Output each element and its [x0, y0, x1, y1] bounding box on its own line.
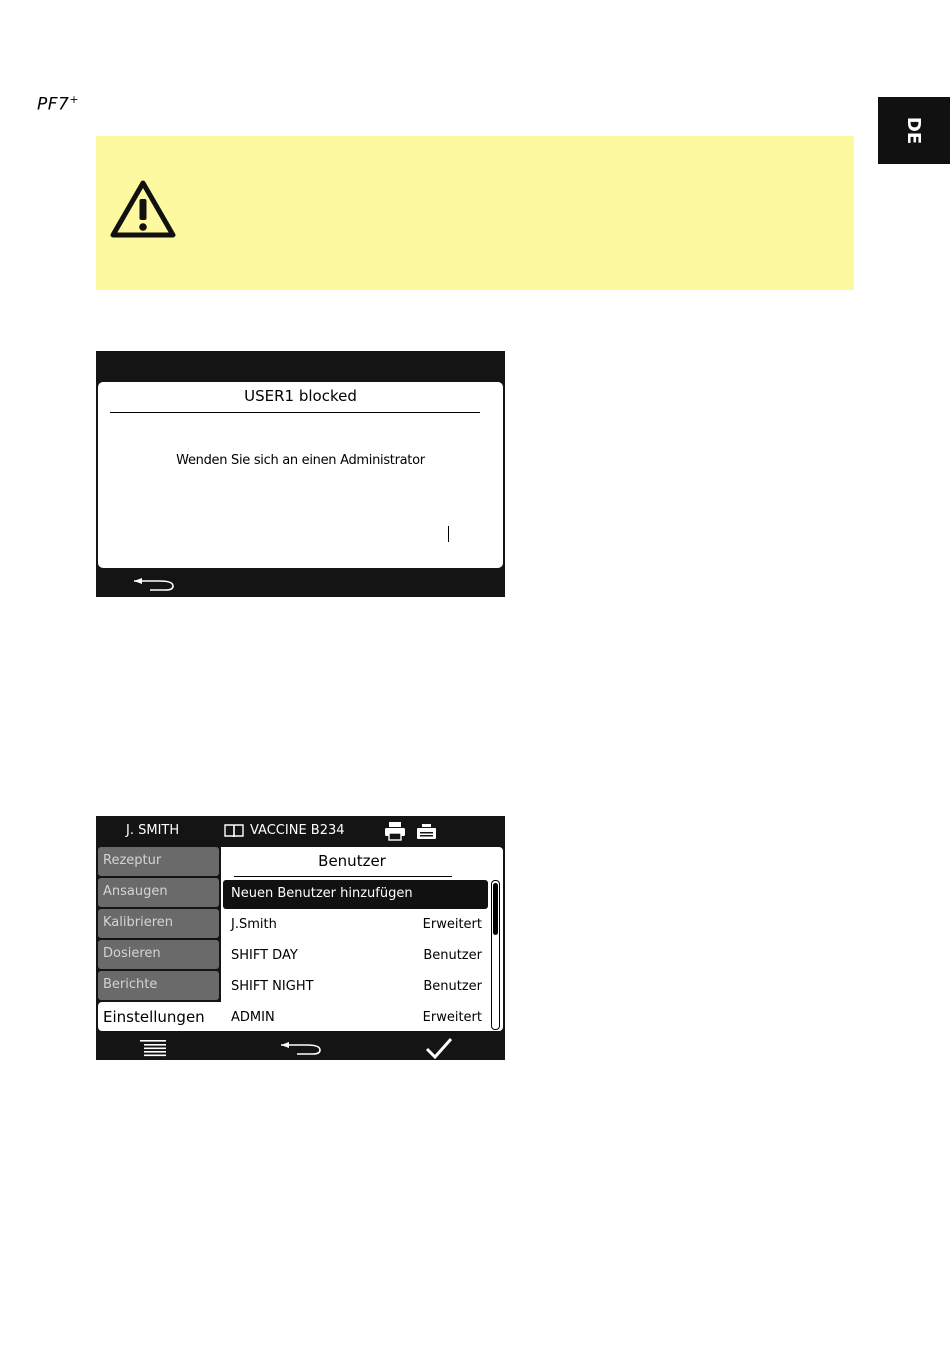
device-screen-users	[96, 816, 505, 1060]
menu-item-berichte[interactable]: Berichte	[98, 971, 219, 1000]
scanner-icon[interactable]	[416, 823, 437, 840]
users-panel	[221, 847, 503, 1031]
back-arrow-icon[interactable]	[132, 576, 176, 592]
list-item[interactable]: J.Smith Erweitert	[231, 917, 482, 932]
menu-item-kalibrieren[interactable]: Kalibrieren	[98, 909, 219, 938]
back-arrow-icon[interactable]	[279, 1040, 323, 1056]
dialog-title: USER1 blocked	[244, 387, 357, 405]
checkmark-icon[interactable]	[425, 1037, 453, 1059]
book-icon	[224, 824, 244, 838]
scrollbar[interactable]	[491, 880, 500, 1030]
panel-divider	[234, 876, 452, 877]
menu-lines-icon[interactable]	[140, 1039, 166, 1057]
product-name: PF7+	[37, 93, 80, 115]
status-recipe: VACCINE B234	[250, 823, 345, 838]
status-user: J. SMITH	[126, 823, 180, 838]
warning-triangle-icon	[110, 180, 176, 238]
text-cursor	[448, 526, 449, 542]
scrollbar-thumb[interactable]	[493, 883, 498, 935]
list-item[interactable]: ADMIN Erweitert	[231, 1010, 482, 1025]
panel-title: Benutzer	[318, 852, 386, 870]
list-item[interactable]: SHIFT NIGHT Benutzer	[231, 979, 482, 994]
menu-item-einstellungen[interactable]: Einstellungen	[98, 1002, 223, 1031]
list-item-add-user[interactable]: Neuen Benutzer hinzufügen	[223, 880, 488, 909]
list-item[interactable]: SHIFT DAY Benutzer	[231, 948, 482, 963]
menu-item-ansaugen[interactable]: Ansaugen	[98, 878, 219, 907]
blocked-dialog	[98, 382, 503, 568]
menu-item-rezeptur[interactable]: Rezeptur	[98, 847, 219, 876]
menu-item-dosieren[interactable]: Dosieren	[98, 940, 219, 969]
language-tab-label: DE	[903, 116, 925, 145]
device-screen-blocked	[96, 351, 505, 597]
dialog-message: Wenden Sie sich an einen Administrator	[176, 453, 425, 468]
warning-box	[96, 136, 854, 290]
printer-icon[interactable]	[384, 821, 406, 841]
dialog-divider	[110, 412, 480, 413]
language-tab	[878, 97, 950, 164]
